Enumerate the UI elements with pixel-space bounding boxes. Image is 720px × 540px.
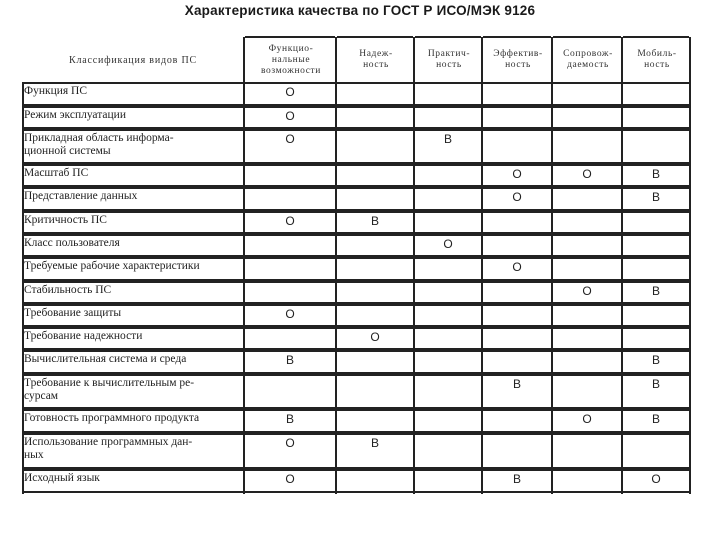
header-column-4: Эффектив- ность bbox=[493, 49, 543, 70]
row-label-line: ционной системы bbox=[24, 145, 111, 157]
grid-hline bbox=[337, 409, 413, 411]
row-label bbox=[24, 260, 240, 273]
rating-mark: В bbox=[285, 412, 294, 426]
rating-mark: В bbox=[370, 214, 379, 228]
row-label bbox=[24, 132, 240, 158]
row-label-line: Требование надежности bbox=[24, 330, 143, 342]
grid-hline bbox=[623, 257, 689, 259]
rating-mark: О bbox=[370, 330, 380, 344]
grid-hline bbox=[623, 281, 689, 283]
grid-hline bbox=[245, 164, 335, 166]
quality-table bbox=[22, 37, 692, 494]
header-column-3: Практич- ность bbox=[427, 49, 471, 70]
grid-hline bbox=[483, 129, 551, 131]
grid-hline bbox=[415, 327, 481, 329]
grid-hline-header-top bbox=[337, 36, 413, 38]
grid-hline bbox=[245, 304, 335, 306]
rating-mark: О bbox=[512, 167, 522, 181]
grid-hline-header-top bbox=[623, 36, 689, 38]
grid-hline bbox=[415, 106, 481, 108]
grid-hline bbox=[245, 327, 335, 329]
grid-hline bbox=[623, 211, 689, 213]
grid-hline bbox=[337, 129, 413, 131]
grid-hline bbox=[415, 211, 481, 213]
grid-hline bbox=[22, 433, 243, 435]
row-label bbox=[24, 214, 240, 227]
grid-hline bbox=[415, 187, 481, 189]
grid-hline bbox=[245, 374, 335, 376]
grid-hline bbox=[415, 257, 481, 259]
grid-hline bbox=[337, 469, 413, 471]
grid-hline bbox=[245, 281, 335, 283]
grid-hline bbox=[245, 82, 335, 84]
grid-hline-header-top bbox=[483, 36, 551, 38]
rating-mark: О bbox=[285, 436, 295, 450]
grid-hline bbox=[22, 257, 243, 259]
grid-hline bbox=[22, 82, 243, 84]
row-label bbox=[24, 307, 240, 320]
grid-hline bbox=[22, 211, 243, 213]
row-label bbox=[24, 377, 240, 403]
grid-hline bbox=[22, 491, 243, 493]
grid-hline bbox=[337, 374, 413, 376]
grid-hline bbox=[483, 350, 551, 352]
rating-mark: В bbox=[370, 436, 379, 450]
grid-hline bbox=[483, 211, 551, 213]
row-label-line: Использование программных дан- bbox=[24, 436, 193, 448]
grid-hline bbox=[415, 234, 481, 236]
grid-hline bbox=[483, 469, 551, 471]
grid-hline bbox=[337, 211, 413, 213]
grid-hline bbox=[245, 433, 335, 435]
grid-hline bbox=[483, 491, 551, 493]
rating-mark: В bbox=[512, 377, 521, 391]
grid-hline bbox=[415, 304, 481, 306]
grid-hline bbox=[623, 187, 689, 189]
grid-hline bbox=[553, 374, 621, 376]
rating-mark: О bbox=[512, 260, 522, 274]
grid-hline bbox=[553, 350, 621, 352]
grid-hline bbox=[415, 469, 481, 471]
grid-hline bbox=[553, 409, 621, 411]
grid-hline bbox=[415, 164, 481, 166]
row-label-line: Требование к вычислительным ре- bbox=[24, 377, 195, 389]
row-label bbox=[24, 167, 240, 180]
grid-hline bbox=[245, 234, 335, 236]
grid-hline bbox=[415, 350, 481, 352]
grid-hline bbox=[483, 187, 551, 189]
grid-hline bbox=[483, 304, 551, 306]
row-label-line: Стабильность ПС bbox=[24, 284, 112, 296]
grid-hline bbox=[483, 327, 551, 329]
rating-mark: О bbox=[285, 472, 295, 486]
grid-hline bbox=[22, 327, 243, 329]
grid-hline bbox=[22, 469, 243, 471]
header-column-5: Сопровож- даемость bbox=[563, 49, 613, 70]
header-row-label: Классификация видов ПС bbox=[69, 54, 197, 66]
row-label bbox=[24, 330, 240, 343]
row-label bbox=[24, 353, 240, 366]
rating-mark: В bbox=[651, 167, 660, 181]
grid-hline bbox=[337, 187, 413, 189]
grid-hline bbox=[623, 350, 689, 352]
rating-mark: О bbox=[582, 167, 592, 181]
grid-hline bbox=[245, 187, 335, 189]
row-label bbox=[24, 85, 240, 98]
grid-vline-7 bbox=[689, 37, 691, 494]
header-column-6: Мобиль- ность bbox=[637, 49, 677, 70]
grid-hline bbox=[553, 327, 621, 329]
grid-hline-header-top bbox=[553, 36, 621, 38]
grid-hline bbox=[337, 491, 413, 493]
rating-mark: О bbox=[582, 284, 592, 298]
grid-hline bbox=[623, 433, 689, 435]
grid-hline bbox=[245, 129, 335, 131]
row-label-line: ных bbox=[24, 449, 44, 461]
grid-hline bbox=[415, 374, 481, 376]
grid-hline bbox=[337, 433, 413, 435]
grid-hline bbox=[623, 409, 689, 411]
grid-hline bbox=[337, 82, 413, 84]
rating-mark: В bbox=[512, 472, 521, 486]
grid-hline bbox=[415, 281, 481, 283]
rating-mark: В bbox=[651, 353, 660, 367]
rating-mark: О bbox=[285, 307, 295, 321]
rating-mark: О bbox=[651, 472, 661, 486]
rating-mark: О bbox=[443, 237, 453, 251]
grid-hline bbox=[623, 234, 689, 236]
grid-hline bbox=[415, 433, 481, 435]
grid-hline bbox=[22, 281, 243, 283]
row-label-line: сурсам bbox=[24, 390, 59, 402]
row-label-line: Требуемые рабочие характеристики bbox=[24, 260, 200, 272]
page-title: Характеристика качества по ГОСТ Р ИСО/МЭК 9126 bbox=[184, 3, 536, 18]
grid-hline bbox=[245, 257, 335, 259]
rating-mark: В bbox=[651, 284, 660, 298]
row-label-line: Вычислительная система и среда bbox=[24, 353, 187, 365]
row-label bbox=[24, 237, 240, 250]
row-label-line: Прикладная область информа- bbox=[24, 132, 174, 144]
grid-hline bbox=[245, 211, 335, 213]
grid-hline bbox=[623, 164, 689, 166]
grid-hline bbox=[553, 281, 621, 283]
grid-hline bbox=[623, 304, 689, 306]
grid-hline bbox=[553, 433, 621, 435]
grid-hline bbox=[483, 234, 551, 236]
grid-hline bbox=[553, 491, 621, 493]
grid-hline bbox=[22, 164, 243, 166]
grid-hline bbox=[623, 491, 689, 493]
grid-hline bbox=[415, 491, 481, 493]
grid-hline bbox=[337, 234, 413, 236]
grid-hline bbox=[337, 304, 413, 306]
row-label-line: Исходный язык bbox=[24, 472, 100, 484]
grid-hline bbox=[483, 257, 551, 259]
grid-hline bbox=[623, 82, 689, 84]
grid-hline bbox=[623, 469, 689, 471]
rating-mark: В bbox=[651, 377, 660, 391]
row-label-line: Функция ПС bbox=[24, 85, 88, 97]
grid-hline bbox=[337, 257, 413, 259]
grid-hline bbox=[22, 234, 243, 236]
grid-hline bbox=[415, 82, 481, 84]
grid-hline bbox=[623, 106, 689, 108]
grid-hline bbox=[553, 187, 621, 189]
grid-hline bbox=[22, 304, 243, 306]
grid-hline bbox=[483, 433, 551, 435]
rating-mark: В bbox=[285, 353, 294, 367]
grid-hline bbox=[337, 164, 413, 166]
grid-hline bbox=[483, 374, 551, 376]
grid-hline bbox=[483, 409, 551, 411]
grid-hline bbox=[22, 409, 243, 411]
rating-mark: О bbox=[582, 412, 592, 426]
rating-mark: В bbox=[651, 190, 660, 204]
row-label-line: Класс пользователя bbox=[24, 237, 120, 249]
rating-mark: О bbox=[285, 85, 295, 99]
row-label-line: Требование защиты bbox=[24, 307, 122, 319]
grid-hline bbox=[22, 350, 243, 352]
row-label-line: Готовность программного продукта bbox=[24, 412, 200, 424]
rating-mark: О bbox=[285, 214, 295, 228]
row-label bbox=[24, 190, 240, 203]
grid-hline bbox=[483, 106, 551, 108]
grid-hline-header-top bbox=[415, 36, 481, 38]
grid-hline bbox=[22, 187, 243, 189]
rating-mark: В bbox=[443, 132, 452, 146]
header-column-2: Надеж- ность bbox=[359, 49, 393, 70]
header-column-1: Функцио- нальные возможности bbox=[260, 43, 321, 76]
grid-hline-header-top bbox=[245, 36, 335, 38]
row-label bbox=[24, 472, 240, 485]
grid-hline bbox=[623, 374, 689, 376]
row-label bbox=[24, 412, 240, 425]
grid-hline bbox=[483, 164, 551, 166]
rating-mark: О bbox=[512, 190, 522, 204]
grid-hline bbox=[337, 350, 413, 352]
grid-hline bbox=[337, 281, 413, 283]
grid-hline bbox=[553, 257, 621, 259]
row-label-line: Критичность ПС bbox=[24, 214, 107, 226]
grid-hline bbox=[22, 106, 243, 108]
grid-hline bbox=[623, 327, 689, 329]
grid-hline bbox=[553, 164, 621, 166]
rating-mark: О bbox=[285, 132, 295, 146]
grid-hline bbox=[245, 469, 335, 471]
grid-hline bbox=[553, 234, 621, 236]
grid-hline bbox=[22, 129, 243, 131]
grid-hline bbox=[245, 491, 335, 493]
row-label-line: Представление данных bbox=[24, 190, 138, 202]
row-label bbox=[24, 284, 240, 297]
grid-hline bbox=[415, 129, 481, 131]
row-label-line: Масштаб ПС bbox=[24, 167, 89, 179]
grid-hline bbox=[553, 211, 621, 213]
grid-hline bbox=[245, 350, 335, 352]
grid-hline bbox=[553, 469, 621, 471]
grid-hline bbox=[415, 409, 481, 411]
grid-hline bbox=[623, 129, 689, 131]
grid-hline bbox=[553, 129, 621, 131]
grid-hline bbox=[245, 106, 335, 108]
grid-hline bbox=[553, 106, 621, 108]
grid-hline bbox=[337, 106, 413, 108]
row-label bbox=[24, 109, 240, 122]
grid-hline bbox=[553, 304, 621, 306]
rating-mark: В bbox=[651, 412, 660, 426]
grid-hline bbox=[337, 327, 413, 329]
row-label bbox=[24, 436, 240, 462]
grid-hline bbox=[553, 82, 621, 84]
grid-hline bbox=[22, 374, 243, 376]
grid-hline bbox=[245, 409, 335, 411]
row-label-line: Режим эксплуатации bbox=[24, 109, 126, 121]
rating-mark: О bbox=[285, 109, 295, 123]
grid-hline bbox=[483, 281, 551, 283]
grid-hline bbox=[483, 82, 551, 84]
